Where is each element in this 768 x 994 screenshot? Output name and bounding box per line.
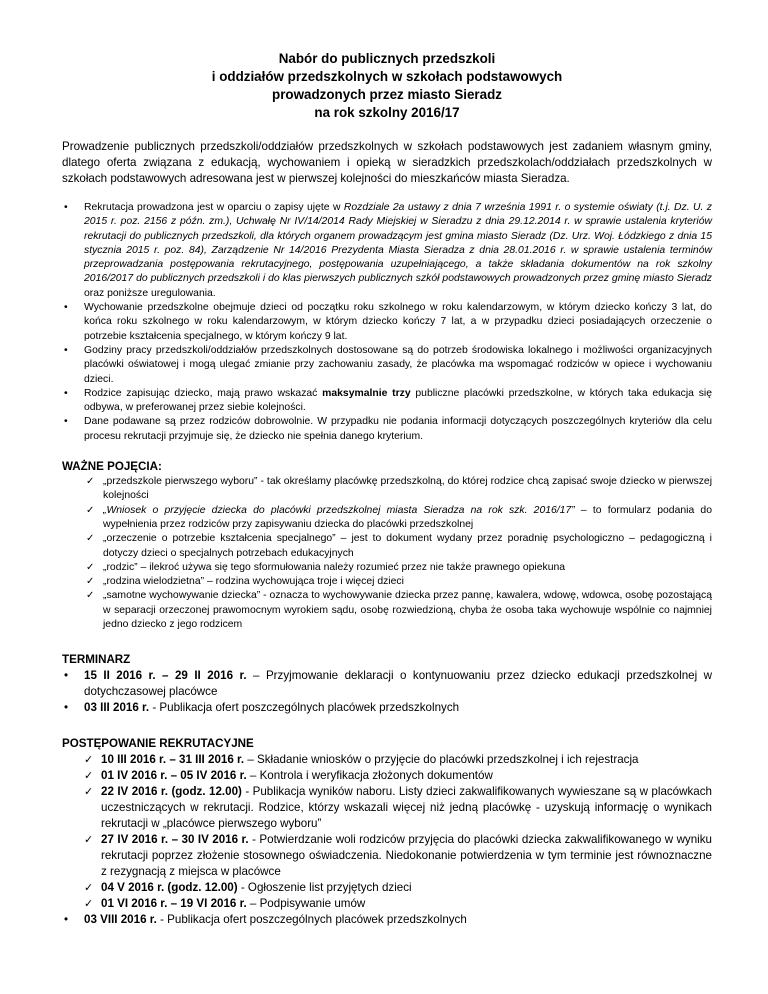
list-item: ✓ „rodzic” – ilekroć używa się tego sformułowania należy rozumieć przez nie także prawnego opiekuna: [86, 561, 712, 575]
concepts-list: [62, 475, 712, 632]
final-list: [62, 912, 712, 928]
rules-list: [62, 201, 712, 444]
list-item: • 03 III 2016 r. - Publikacja ofert poszczególnych placówek przedszkolnych: [62, 700, 712, 716]
title-line-2: i oddziałów przedszkolnych w szkołach podstawowych: [211, 69, 563, 84]
list-item: ✓ 10 III 2016 r. – 31 III 2016 r. – Składanie wniosków o przyjęcie do placówki przedszkolnej i ich rejestracja: [84, 752, 712, 768]
list-item: • 15 II 2016 r. – 29 II 2016 r. – Przyjmowanie deklaracji o kontynuowaniu przez dziecko edukacji przedszkolnej w dotychczasowej placówce: [62, 668, 712, 700]
procedure-heading: POSTĘPOWANIE REKRUTACYJNE: [62, 737, 254, 751]
document-title: [62, 50, 712, 122]
list-item: ✓ 22 IV 2016 r. (godz. 12.00) - Publikacja wyników naboru. Listy dzieci zakwalifikowanych wywieszane są w placówkach uczestniczących w rekrutacji. Rodzice, którzy wskazali więcej niż jedną placówkę - uzyskują informację o wynikach rekrutacji w „placówce pierwszego wyboru”: [84, 784, 712, 832]
list-item: ✓ „Wniosek o przyjęcie dziecka do placówki przedszkolnej miasta Sieradza na rok szk. 2016/17” – to formularz podania do wypełnienia przez rodziców przy zapisywaniu dziecka do placówki przedszkolnej: [86, 504, 712, 533]
procedure-list: [62, 752, 712, 912]
list-item: • Rekrutacja prowadzona jest w oparciu o zapisy ujęte w Rozdziale 2a ustawy z dnia 7 września 1991 r. o systemie oświaty (t.j. Dz. U. z 2015 r. poz. 2156 z późn. zm.), Uchwałę Nr IV/14/2014 Rady Miejskiej w Sieradzu z dnia 29.12.2014 r. w sprawie ustalenia kryteriów rekrutacji do publicznych przedszkoli, dla których organem prowadzącym jest gmina miasto Sieradz (Dz. Urz. Woj. Łódzkiego z dnia 15 stycznia 2015 r. poz. 84), Zarządzenie Nr 14/2016 Prezydenta Miasta Sieradza z dnia 28.01.2016 r. w sprawie ustalenia terminów przeprowadzania postępowania rekrutacyjnego, postępowania uzupełniającego, a także składania dokumentów na rok szkolny 2016/2017 do publicznych przedszkoli i do klas pierwszych publicznych szkół podstawowych prowadzonych przez gminę miasto Sieradz oraz poniższe uregulowania.: [62, 201, 712, 301]
list-item: ✓ 04 V 2016 r. (godz. 12.00) - Ogłoszenie list przyjętych dzieci: [84, 880, 712, 896]
title-line-1: Nabór do publicznych przedszkoli: [278, 51, 496, 66]
intro-paragraph: Prowadzenie publicznych przedszkoli/oddziałów przedszkolnych w szkołach podstawowych jest zadaniem własnym gminy, dlatego oferta związana z edukacją, wychowaniem i opieką w sieradzkich przedszkolach/oddziałach przedszkolnych w szkołach podstawowych adresowana jest w pierwszej kolejności do mieszkańców miasta Sieradza.: [62, 140, 712, 185]
list-item: • Dane podawane są przez rodziców dobrowolnie. W przypadku nie podania informacji dotyczących poszczególnych kryteriów dla celu procesu rekrutacji przyjmuje się, że dziecko nie spełnia danego kryterium.: [62, 415, 712, 444]
list-item: • Rodzice zapisując dziecko, mają prawo wskazać maksymalnie trzy publiczne placówki przedszkolne, w których taka edukacja się odbywa, w preferowanej przez siebie kolejności.: [62, 387, 712, 416]
list-item: • Godziny pracy przedszkoli/oddziałów przedszkolnych dostosowane są do potrzeb środowiska lokalnego i możliwości organizacyjnych placówki oświatowej i mogą ulegać zmianie przy zachowaniu zasady, że placówka ma wspomagać rodziców w opiece i wychowaniu dzieci.: [62, 344, 712, 387]
title-line-4: na rok szkolny 2016/17: [314, 105, 460, 120]
list-item: ✓ 01 VI 2016 r. – 19 VI 2016 r. – Podpisywanie umów: [84, 896, 712, 912]
list-item: ✓ „rodzina wielodzietna” – rodzina wychowująca troje i więcej dzieci: [86, 575, 712, 589]
terminarz-heading: TERMINARZ: [62, 653, 131, 667]
list-item: • Wychowanie przedszkolne obejmuje dzieci od początku roku szkolnego w roku kalendarzowym, w którym dziecko kończy 3 lat, do końca roku szkolnego w roku kalendarzowym, w którym dziecko kończy 7 lat, a w przypadku dzieci posiadających orzeczenie o potrzebie kształcenia specjalnego, w którym kończy 9 lat.: [62, 301, 712, 344]
title-line-3: prowadzonych przez miasto Sieradz: [272, 87, 502, 102]
list-item: ✓ „przedszkole pierwszego wyboru” - tak określamy placówkę przedszkolną, do której rodzice chcą zapisać swoje dziecko w pierwszej kolejności: [86, 475, 712, 504]
list-item: ✓ 01 IV 2016 r. – 05 IV 2016 r. – Kontrola i weryfikacja złożonych dokumentów: [84, 768, 712, 784]
list-item: ✓ „orzeczenie o potrzebie kształcenia specjalnego” – jest to dokument wydany przez poradnię psychologiczno – pedagogiczną i dotyczy dzieci o specjalnych potrzebach edukacyjnych: [86, 532, 712, 561]
concepts-heading: WAŻNE POJĘCIA:: [62, 460, 162, 474]
list-item: • 03 VIII 2016 r. - Publikacja ofert poszczególnych placówek przedszkolnych: [62, 912, 712, 928]
list-item: ✓ 27 IV 2016 r. – 30 IV 2016 r. - Potwierdzanie woli rodziców przyjęcia do placówki dziecka zakwalifikowanego w wyniku rekrutacji poprzez złożenie stosownego oświadczenia. Niedokonanie potwierdzenia w tym terminie jest równoznaczne z rezygnacją z miejsca w placówce: [84, 832, 712, 880]
list-item: ✓ „samotne wychowywanie dziecka” - oznacza to wychowywanie dziecka przez pannę, kawalera, wdowę, wdowca, osobę pozostającą w separacji orzeczonej prawomocnym wyrokiem sądu, osobę rozwiedzioną, chyba że osoba taka wychowuje wspólnie co najmniej jedno dziecko z jego rodzicem: [86, 589, 712, 632]
terminarz-list: [62, 668, 712, 716]
